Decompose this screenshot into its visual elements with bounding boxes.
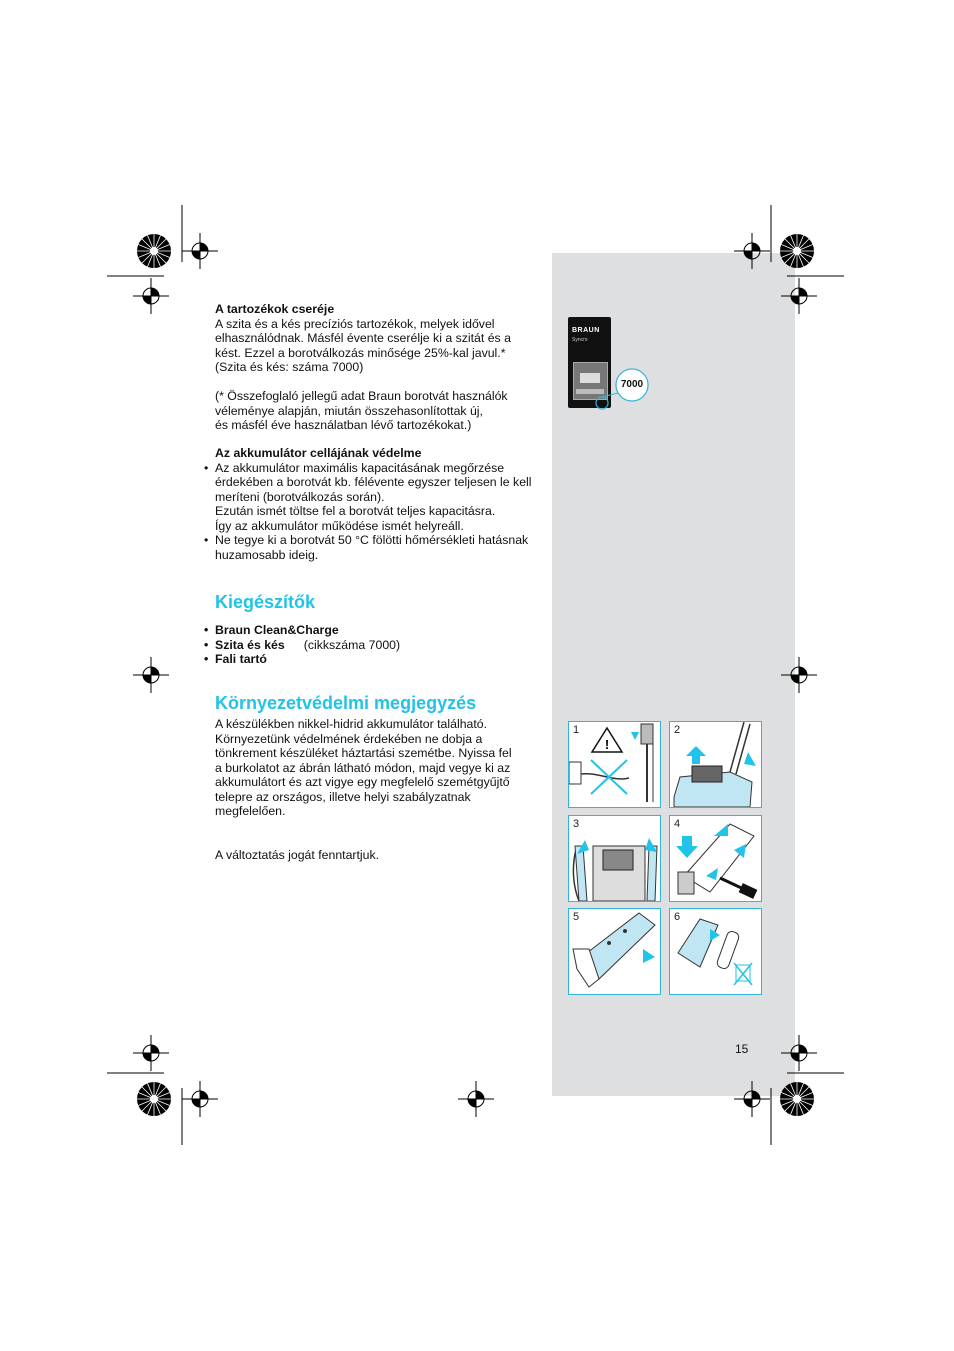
brand-logo: BRAUN: [572, 327, 600, 334]
bullet-dot: •: [204, 460, 209, 475]
product-code-label: 7000: [620, 379, 644, 390]
body-line: Az akkumulátor maximális kapacitásának megőrzése: [215, 460, 505, 475]
body-line: tönkrement készüléket háztartási szemétbe. Nyissa fel: [215, 746, 512, 760]
body-line: A szita és a kés precíziós tartozékok, melyek idővel: [215, 316, 495, 331]
svg-text:!: !: [604, 737, 610, 752]
accessories-title: Kiegészítők: [215, 592, 316, 612]
sub-brand: Syncro: [572, 337, 588, 343]
bullet-item: [204, 533, 545, 562]
product-code-callout: [590, 365, 652, 415]
figure-number: 4: [674, 818, 681, 830]
figure-number: 3: [573, 818, 580, 830]
figure-4: [669, 815, 762, 902]
body-line: kést. Ezzel a borotválkozás minősége 25%-kal javul.*: [215, 345, 506, 360]
body-line: huzamosabb ideig.: [215, 547, 319, 562]
section-title: A tartozékok cseréje: [215, 302, 335, 316]
parts-replacement-section: [215, 302, 545, 433]
figure-number: 2: [674, 724, 681, 736]
body-line: Ne tegye ki a borotvát 50 °C fölötti hőmérsékleti hatásnak: [215, 533, 529, 547]
figure-2: [669, 721, 762, 808]
environment-title: Környezetvédelmi megjegyzés: [215, 693, 477, 713]
body-line: Ezután ismét töltse fel a borotvát teljes kapacitásra.: [215, 504, 496, 518]
section-title: Az akkumulátor cellájának védelme: [215, 446, 422, 460]
footnote-line: véleménye alapján, miután összehasonlítottak új,: [215, 403, 483, 418]
body-line: a burkolatot az ábrán látható módon, majd vegye ki az: [215, 760, 511, 775]
page-number: 15: [735, 1042, 749, 1056]
body-line: (Szita és kés: száma 7000): [215, 360, 364, 374]
accessory-item: • Braun Clean&Charge: [204, 623, 339, 637]
body-line: telepre az országos, illetve helyi szabályzatnak: [215, 789, 471, 804]
environment-section: [215, 692, 545, 862]
figure-5: [568, 908, 661, 995]
footnote-line: és másfél éve használatban lévő tartozékokat.): [215, 418, 472, 432]
remove-foil-illustration: [670, 722, 761, 807]
body-line: A készülékben nikkel-hidrid akkumulátor található.: [215, 717, 488, 731]
accessory-item: • Szita és kés (cikkszáma 7000): [204, 637, 401, 652]
footnote-line: (* Összefoglaló jellegű adat Braun borotvát használók: [215, 389, 508, 403]
figure-number: 5: [573, 911, 580, 923]
unplug-warning-illustration: [569, 722, 660, 807]
lift-battery-frame-illustration: [569, 909, 660, 994]
battery-protection-section: [204, 446, 545, 562]
body-line: akkumulátort és azt vigye egy megfelelő szemétgyűjtő: [215, 775, 510, 789]
bullet-dot: •: [204, 533, 209, 547]
body-line: Környezetünk védelmének érdekében ne dobja a: [215, 731, 483, 746]
figure-1: [568, 721, 661, 808]
body-line: megfelelően.: [215, 804, 286, 818]
figure-3: [568, 815, 661, 902]
disclaimer: A változtatás jogát fenntartjuk.: [215, 847, 380, 862]
open-housing-illustration: [569, 816, 660, 901]
bullet-item: [204, 460, 545, 534]
remove-screws-illustration: [670, 816, 761, 901]
figure-6: [669, 908, 762, 995]
body-line: érdekében a borotvát kb. félévente egyszer teljesen le kell: [215, 475, 532, 489]
remove-battery-recycle-illustration: [670, 909, 761, 994]
body-line: meríteni (borotválkozás során).: [215, 489, 385, 504]
body-line: Így az akkumulátor működése ismét helyreáll.: [215, 518, 464, 533]
figure-number: 6: [674, 911, 681, 923]
accessory-item: • Fali tartó: [204, 652, 267, 666]
body-line: elhasználódnak. Másfél évente cserélje ki a szitát és a: [215, 331, 511, 345]
accessories-section: [204, 591, 545, 667]
figure-number: 1: [573, 724, 580, 736]
